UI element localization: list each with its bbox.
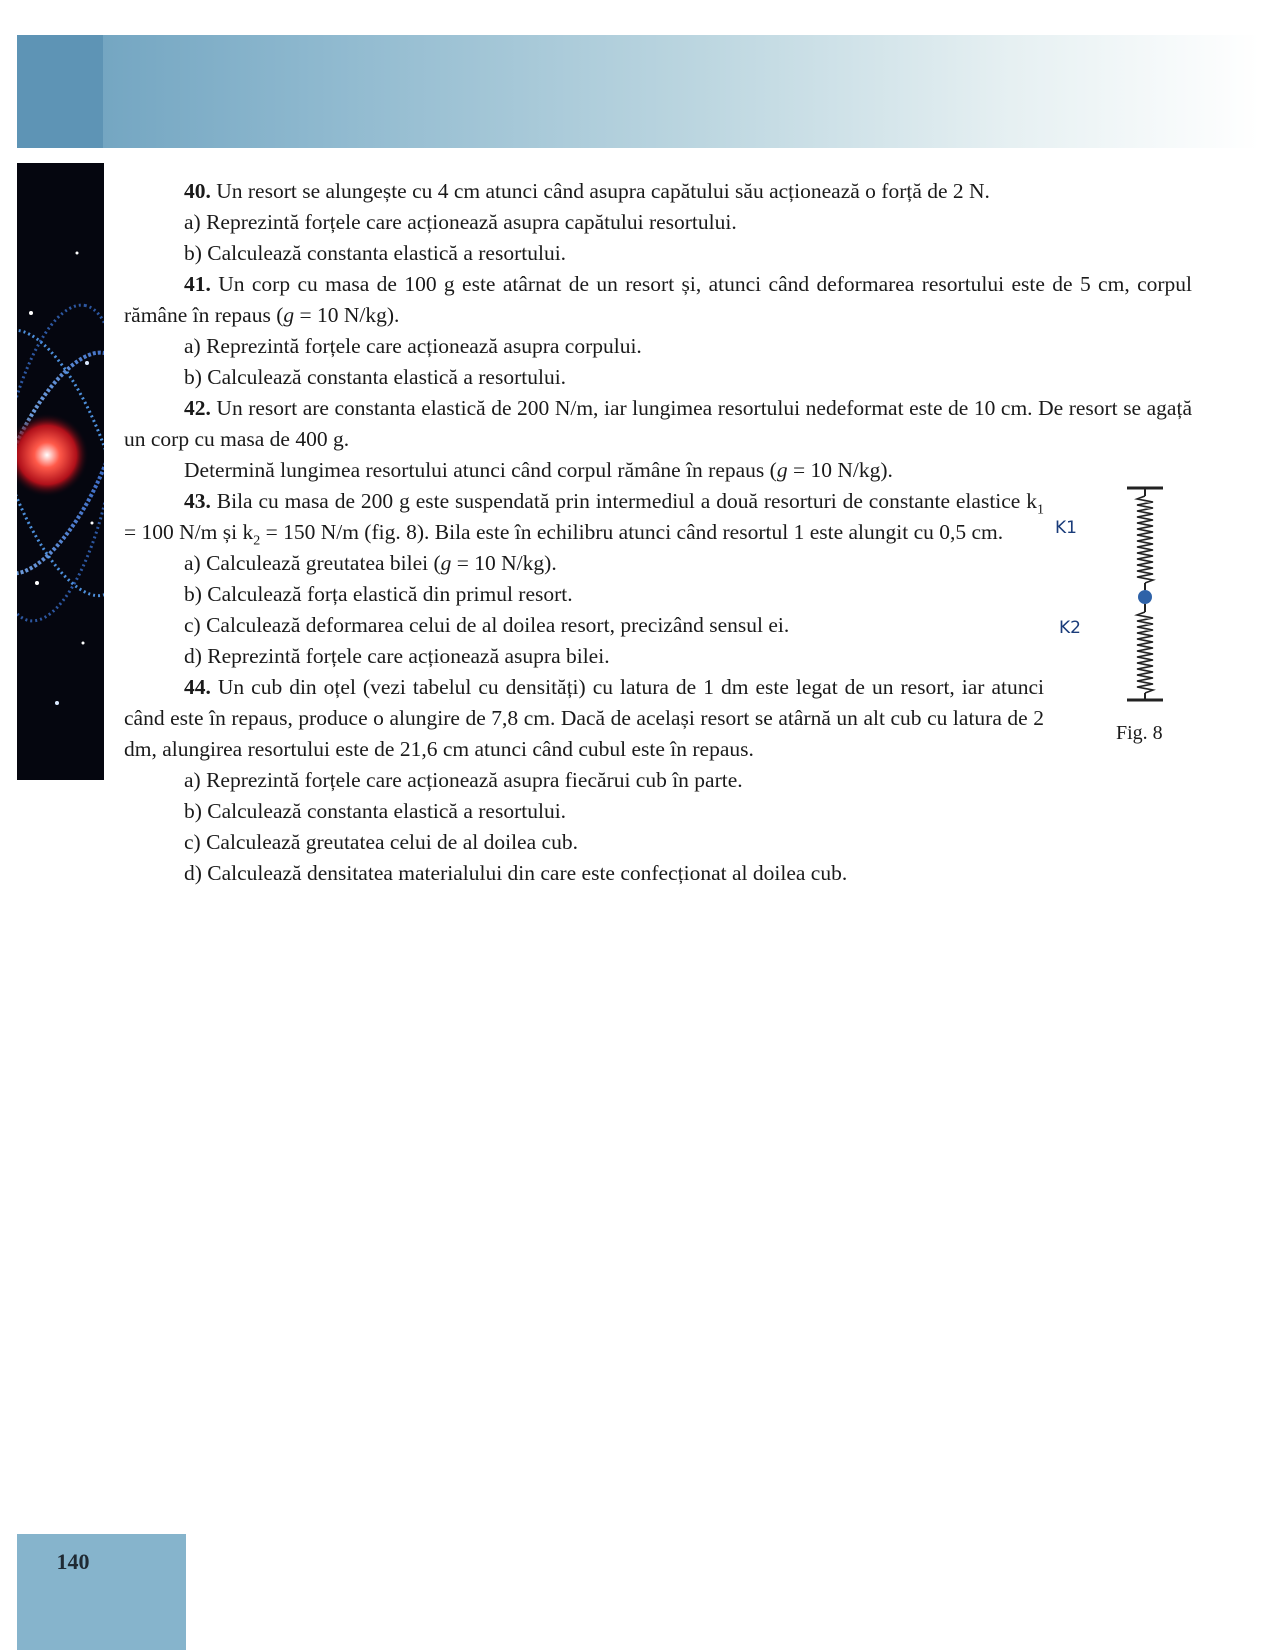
problem-44-a: a) Reprezintă forțele care acționează asupra fiecărui cub în parte. — [184, 768, 743, 792]
problem-text: Bila cu masa de 200 g este suspendată prin intermediul a două resorturi de constante elastice k — [210, 489, 1037, 513]
problem-41 — [124, 269, 1192, 331]
problem-text: Un resort se alungește cu 4 cm atunci când asupra capătului său acționează o forță de 2 N. — [210, 179, 990, 203]
item-text: a) Calculează greutatea bilei ( — [184, 551, 441, 575]
g-symbol: g — [283, 303, 295, 327]
task-text: Determină lungimea resortului atunci când corpul rămâne în repaus ( — [184, 458, 777, 482]
problem-43-c: c) Calculează deformarea celui de al doilea resort, precizând sensul ei. — [184, 613, 790, 637]
g-symbol: g — [776, 458, 788, 482]
problem-43-a — [124, 548, 1044, 579]
problem-41-a: a) Reprezintă forțele care acționează asupra corpului. — [184, 334, 642, 358]
item-text: = 10 N/kg). — [451, 551, 557, 575]
problem-44-d: d) Calculează densitatea materialului din care este confecționat al doilea cub. — [184, 861, 848, 885]
problem-number: 44. — [184, 675, 211, 699]
spring-1 — [1137, 496, 1153, 583]
page-number: 140 — [56, 1549, 90, 1574]
subscript: 2 — [253, 533, 261, 549]
problem-text: = 150 N/m (fig. 8). Bila este în echilibru atunci când resortul 1 este alungit cu 0,5 cm. — [260, 520, 1004, 544]
problem-44-b: b) Calculează constanta elastică a resortului. — [184, 799, 567, 823]
problem-text: Un corp cu masa de 100 g este atârnat de un resort și, atunci când deformarea resortului este de 5 cm, corpul rămâne în repaus ( — [124, 272, 1192, 327]
task-text: = 10 N/kg). — [787, 458, 893, 482]
problem-43-b: b) Calculează forța elastică din primul resort. — [184, 582, 573, 606]
spring-figure — [1055, 486, 1195, 756]
problem-42-task — [124, 455, 1192, 486]
problem-44 — [124, 672, 1044, 765]
problem-number: 42. — [184, 396, 211, 420]
spring-2 — [1137, 612, 1153, 693]
problem-number: 43. — [184, 489, 211, 513]
header-tab — [17, 35, 103, 148]
ball — [1138, 590, 1152, 604]
problem-40-a: a) Reprezintă forțele care acționează asupra capătului resortului. — [184, 210, 737, 234]
problem-text: Un cub din oțel (vezi tabelul cu densități) cu latura de 1 dm este legat de un resort, iar atunci când este în repaus, produce o alungire de 7,8 cm. Dacă de același resort se atârnă un alt cub cu latura de 2 dm, alungirea resortului este de 21,6 cm atunci când cubul este în repaus. — [124, 675, 1044, 761]
problem-43-block — [124, 486, 1044, 765]
k2-label: K2 — [1059, 618, 1081, 638]
exercise-list — [124, 176, 1192, 889]
problem-43 — [124, 486, 1044, 548]
problem-text: Un resort are constanta elastică de 200 N/m, iar lungimea resortului nedeformat este de 10 cm. De resort se agață un corp cu masa de 400 g. — [124, 396, 1192, 451]
figure-caption: Fig. 8 — [1116, 722, 1163, 744]
problem-text: = 100 N/m și k — [124, 520, 254, 544]
problem-44-c: c) Calculează greutatea celui de al doilea cub. — [184, 830, 578, 854]
problem-number: 40. — [184, 179, 211, 203]
problem-number: 41. — [184, 272, 211, 296]
problem-40 — [124, 176, 1192, 207]
problem-40-b: b) Calculează constanta elastică a resortului. — [184, 241, 567, 265]
atom-decorative-image — [17, 163, 104, 780]
problem-41-b: b) Calculează constanta elastică a resortului. — [184, 365, 567, 389]
problem-43-d: d) Reprezintă forțele care acționează asupra bilei. — [184, 644, 610, 668]
k1-label: K1 — [1055, 518, 1077, 538]
g-symbol: g — [440, 551, 452, 575]
problem-42 — [124, 393, 1192, 455]
subscript: 1 — [1037, 502, 1044, 518]
problem-text: = 10 N/kg). — [294, 303, 400, 327]
header-band — [17, 35, 1260, 148]
